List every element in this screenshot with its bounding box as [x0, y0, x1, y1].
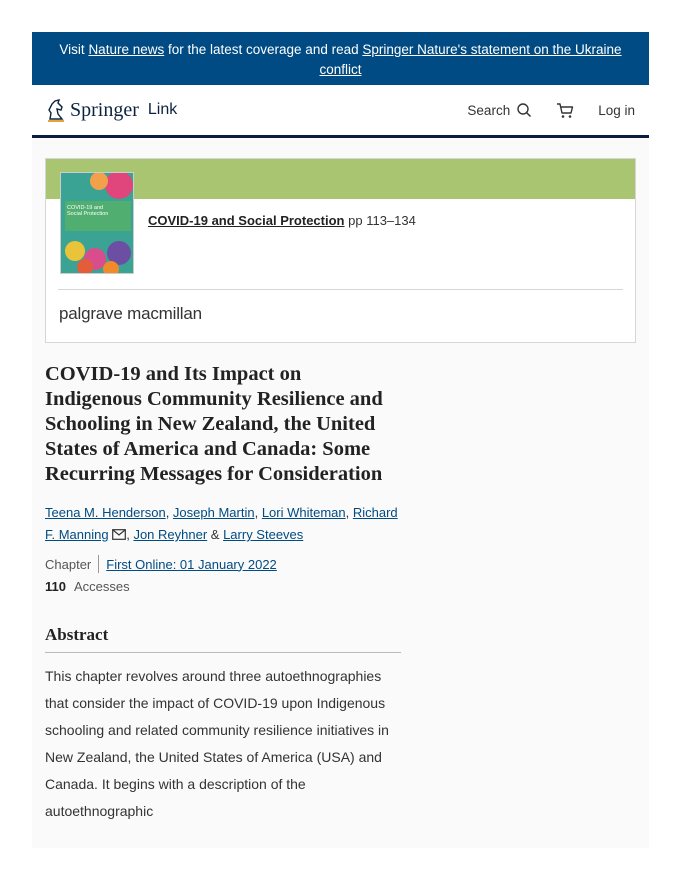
logo-link-word: Link: [147, 101, 178, 118]
search-icon: [516, 102, 532, 118]
cart-button[interactable]: [556, 102, 574, 119]
cart-icon: [556, 102, 574, 119]
content-type: Chapter: [45, 556, 92, 572]
banner-middle: for the latest coverage and read: [164, 42, 363, 57]
chapter-title: COVID-19 and Its Impact on Indigenous Community Resilience and Schooling in New Zealand, the United States of America and Canada: Some Recurring Messages for Consideration: [45, 363, 383, 485]
abstract-heading: Abstract: [45, 625, 401, 653]
book-cover-art: [61, 173, 134, 274]
search-button[interactable]: [467, 102, 532, 118]
svg-text:COVID-19 and: COVID-19 and: [67, 205, 104, 211]
springer-link-logo[interactable]: [46, 98, 177, 122]
publisher-logo[interactable]: palgrave macmillan: [59, 304, 202, 323]
accesses-number: 110: [45, 579, 66, 594]
author-link[interactable]: Teena M. Henderson: [45, 505, 166, 520]
site-header: [32, 85, 649, 138]
header-nav: [467, 102, 635, 119]
author-list: Teena M. Henderson, Joseph Martin, Lori Whiteman, Richard F. Manning , Jon Reyhner & Larry Steeves: [45, 505, 398, 542]
book-card-banner: [46, 159, 635, 199]
announcement-banner: [32, 32, 649, 85]
ukraine-statement-link[interactable]: Springer Nature's statement on the Ukraine conflict: [319, 42, 622, 77]
first-online-link[interactable]: First Online: 01 January 2022: [106, 556, 277, 572]
access-count: [45, 579, 402, 594]
book-card-row: [46, 199, 635, 289]
author-link[interactable]: Larry Steeves: [223, 527, 304, 542]
login-label: Log in: [598, 102, 635, 118]
page-frame: [32, 32, 649, 848]
abstract-text: This chapter revolves around three autoethnographies that consider the impact of COVID-19 upon Indigenous schooling and related community resilience initiatives in New Zealand, the United States of America (USA) and Canada. It begins with a description of the autoethnographic: [45, 668, 389, 819]
login-link[interactable]: [598, 103, 635, 118]
chapter-content: [32, 362, 402, 825]
svg-text:Social Protection: Social Protection: [67, 211, 109, 217]
email-icon[interactable]: [112, 529, 126, 540]
author-link[interactable]: Richard F. Manning: [45, 505, 398, 542]
book-pages: pp 113–134: [348, 213, 416, 228]
book-line: [148, 213, 416, 228]
author-link[interactable]: Lori Whiteman: [261, 505, 346, 520]
book-title-link[interactable]: COVID-19 and Social Protection: [148, 213, 345, 228]
springer-horse-icon: [46, 98, 66, 122]
logo-name: Springer: [70, 98, 139, 121]
meta-separator: [98, 555, 99, 573]
book-card: [45, 158, 636, 343]
author-link[interactable]: Joseph Martin: [172, 505, 255, 520]
search-label: Search: [467, 102, 511, 118]
accesses-label: Accesses: [73, 579, 130, 594]
book-cover-image[interactable]: [60, 172, 134, 274]
banner-prefix: Visit: [59, 42, 89, 57]
nature-news-link[interactable]: Nature news: [88, 42, 165, 57]
chapter-meta: [45, 555, 402, 573]
author-link[interactable]: Jon Reyhner: [133, 527, 208, 542]
